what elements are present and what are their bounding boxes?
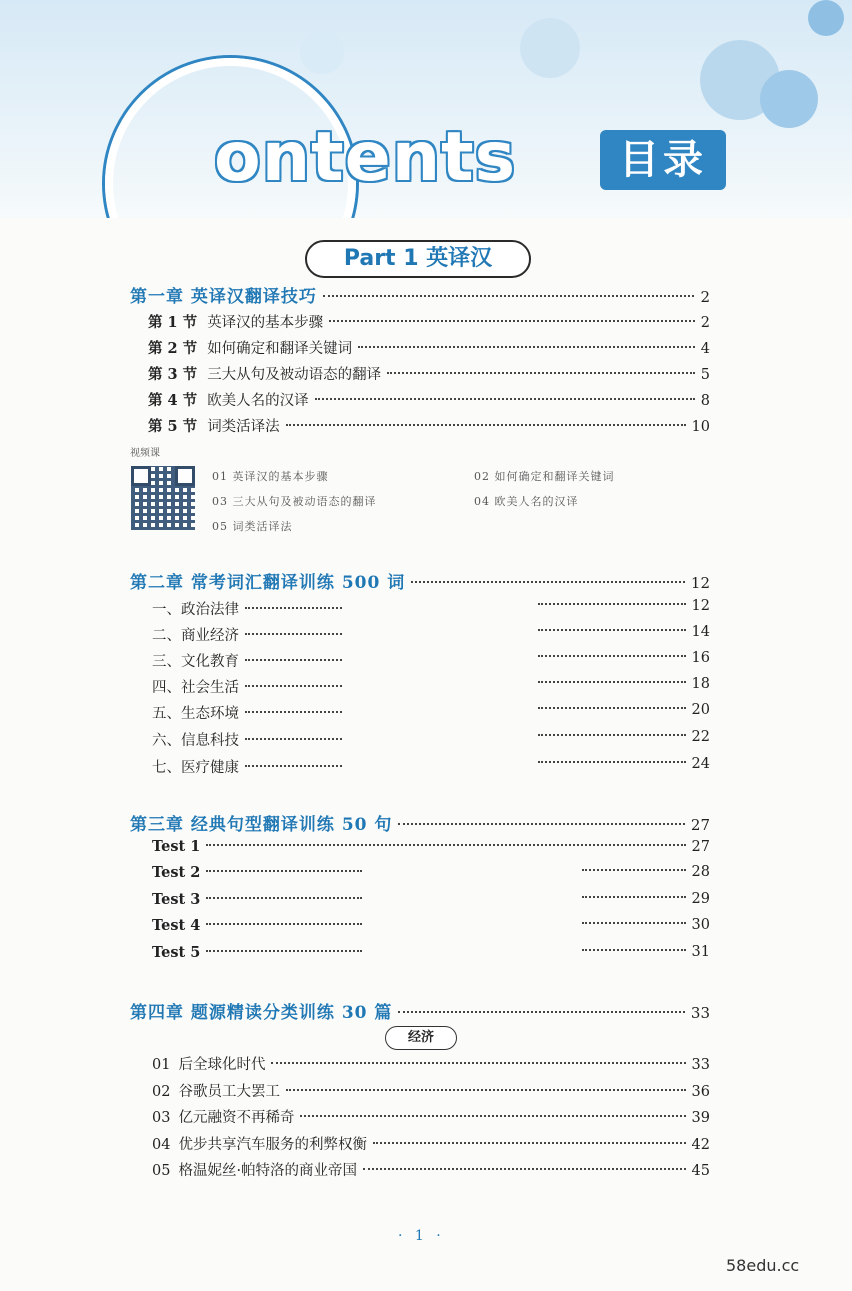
leader-dots (245, 685, 342, 687)
leader-dots (206, 870, 362, 872)
test-row[interactable] (152, 891, 362, 908)
page-footer-number: · 1 · (398, 1228, 445, 1244)
leader-dots (206, 923, 362, 925)
test-title: Test 2 (152, 864, 201, 881)
leader-dots (271, 1062, 685, 1064)
chapter-row[interactable] (130, 568, 710, 593)
page-number: 5 (700, 367, 710, 383)
leader-dots (300, 1115, 685, 1117)
list-item[interactable] (152, 729, 342, 750)
test-title: Test 1 (152, 838, 201, 855)
item-title: 四、社会生活 (152, 680, 239, 696)
test-page[interactable] (582, 864, 710, 880)
contents-title: ontents (214, 118, 517, 197)
article-title: 亿元融资不再稀奇 (178, 1110, 295, 1126)
leader-dots (538, 707, 686, 709)
leader-dots (245, 633, 342, 635)
page-number: 10 (691, 419, 710, 435)
test-page[interactable] (582, 917, 710, 933)
page-number: 30 (691, 917, 710, 933)
chapter-row[interactable] (130, 810, 710, 835)
item-title: 一、政治法律 (152, 602, 239, 618)
list-item-page[interactable] (538, 729, 710, 745)
chapter-title: 第一章 英译汉翻译技巧 (130, 287, 317, 307)
leader-dots (245, 659, 342, 661)
leader-dots (286, 424, 686, 426)
section-title: 词类活译法 (207, 419, 280, 435)
category-tag: 经济 (385, 1026, 457, 1050)
section-row[interactable] (148, 363, 710, 384)
test-page[interactable] (582, 891, 710, 907)
article-number: 03 (152, 1110, 171, 1126)
bubble-decoration (300, 30, 344, 74)
section-number: 第 2 节 (148, 340, 198, 357)
leader-dots (582, 922, 686, 924)
list-item[interactable] (152, 598, 342, 619)
video-item[interactable]: 04 欧美人名的汉译 (474, 495, 579, 508)
video-course-label: 视频课 (130, 448, 160, 459)
chapter-title: 第三章 经典句型翻译训练 50 句 (130, 815, 393, 835)
video-item[interactable]: 01 英译汉的基本步骤 (212, 470, 329, 483)
part-label: Part 1 英译汉 (305, 240, 531, 278)
test-title: Test 3 (152, 891, 201, 908)
article-row[interactable] (152, 1080, 710, 1101)
list-item-page[interactable] (538, 702, 710, 718)
page-number: 27 (690, 816, 710, 834)
list-item-page[interactable] (538, 598, 710, 614)
leader-dots (538, 681, 686, 683)
leader-dots (398, 823, 684, 825)
leader-dots (245, 738, 342, 740)
article-row[interactable] (152, 1053, 710, 1074)
section-row[interactable] (148, 337, 710, 358)
watermark: 58edu.cc (726, 1256, 800, 1275)
leader-dots (363, 1168, 685, 1170)
leader-dots (245, 607, 342, 609)
leader-dots (538, 629, 686, 631)
page-number: 16 (691, 650, 710, 666)
leader-dots (538, 655, 686, 657)
test-title: Test 4 (152, 917, 201, 934)
item-title: 五、生态环境 (152, 706, 239, 722)
video-item[interactable]: 03 三大从句及被动语态的翻译 (212, 495, 377, 508)
bubble-decoration (808, 0, 844, 36)
leader-dots (206, 950, 362, 952)
page-number: 8 (700, 393, 710, 409)
page-number: 2 (700, 288, 710, 306)
leader-dots (538, 761, 686, 763)
page-number: 18 (691, 676, 710, 692)
chapter-row[interactable] (130, 282, 710, 307)
item-title: 七、医疗健康 (152, 760, 239, 776)
page-number: 14 (691, 624, 710, 640)
list-item-page[interactable] (538, 624, 710, 640)
article-title: 格温妮丝·帕特洛的商业帝国 (178, 1163, 358, 1179)
list-item[interactable] (152, 702, 342, 723)
article-number: 05 (152, 1163, 171, 1179)
leader-dots (387, 372, 695, 374)
page-number: 39 (691, 1110, 710, 1126)
list-item[interactable] (152, 756, 342, 777)
article-title: 优步共享汽车服务的利弊权衡 (178, 1137, 367, 1153)
leader-dots (411, 581, 685, 583)
list-item-page[interactable] (538, 676, 710, 692)
list-item[interactable] (152, 650, 342, 671)
page-number: 28 (691, 864, 710, 880)
list-item[interactable] (152, 676, 342, 697)
video-item[interactable]: 05 词类活译法 (212, 520, 293, 533)
list-item-page[interactable] (538, 650, 710, 666)
leader-dots (582, 949, 686, 951)
page-number: 45 (691, 1163, 710, 1179)
item-title: 六、信息科技 (152, 733, 239, 749)
test-title: Test 5 (152, 944, 201, 961)
article-row[interactable] (152, 1133, 710, 1154)
section-row[interactable] (148, 389, 710, 410)
contents-header (0, 0, 852, 218)
section-title: 英译汉的基本步骤 (207, 315, 324, 331)
leader-dots (398, 1011, 684, 1013)
section-title: 三大从句及被动语态的翻译 (207, 367, 382, 383)
bubble-decoration (520, 18, 580, 78)
leader-dots (206, 897, 362, 899)
list-item[interactable] (152, 624, 342, 645)
article-number: 04 (152, 1137, 171, 1153)
page-number: 12 (691, 598, 710, 614)
chapter-title: 第二章 常考词汇翻译训练 500 词 (130, 573, 406, 593)
article-row[interactable] (152, 1159, 710, 1180)
page-number: 2 (700, 315, 710, 331)
leader-dots (206, 844, 685, 846)
article-number: 02 (152, 1084, 171, 1100)
leader-dots (582, 869, 686, 871)
section-number: 第 5 节 (148, 418, 198, 435)
page-number: 24 (691, 756, 710, 772)
leader-dots (329, 320, 695, 322)
test-row[interactable] (152, 864, 362, 881)
item-title: 三、文化教育 (152, 654, 239, 670)
leader-dots (373, 1142, 686, 1144)
video-item[interactable]: 02 如何确定和翻译关键词 (474, 470, 615, 483)
qr-code-icon[interactable] (131, 466, 195, 530)
bubble-decoration (760, 70, 818, 128)
article-row[interactable] (152, 1106, 710, 1127)
page-number: 27 (691, 839, 710, 855)
leader-dots (582, 896, 686, 898)
page-number: 29 (691, 891, 710, 907)
page-number: 33 (691, 1057, 710, 1073)
test-row[interactable] (152, 944, 362, 961)
chapter-title: 第四章 题源精读分类训练 30 篇 (130, 1003, 393, 1023)
page-number: 33 (690, 1004, 710, 1022)
section-number: 第 1 节 (148, 314, 198, 331)
leader-dots (286, 1089, 686, 1091)
leader-dots (245, 711, 342, 713)
page-number: 12 (690, 574, 710, 592)
list-item-page[interactable] (538, 756, 710, 772)
chapter-row[interactable] (130, 998, 710, 1023)
page-number: 20 (691, 702, 710, 718)
leader-dots (323, 295, 695, 297)
test-page[interactable] (582, 944, 710, 960)
mulu-label: 目录 (600, 130, 726, 190)
test-row[interactable] (152, 917, 362, 934)
page-number: 22 (691, 729, 710, 745)
section-row[interactable] (148, 415, 710, 436)
leader-dots (538, 603, 686, 605)
section-row[interactable] (148, 311, 710, 332)
article-number: 01 (152, 1057, 171, 1073)
page-number: 4 (700, 341, 710, 357)
article-title: 谷歌员工大罢工 (178, 1084, 280, 1100)
leader-dots (358, 346, 695, 348)
item-title: 二、商业经济 (152, 628, 239, 644)
page-number: 36 (691, 1084, 710, 1100)
leader-dots (538, 734, 686, 736)
test-row[interactable] (152, 838, 710, 855)
leader-dots (245, 765, 342, 767)
leader-dots (315, 398, 695, 400)
section-title: 如何确定和翻译关键词 (207, 341, 353, 357)
article-title: 后全球化时代 (178, 1057, 266, 1073)
section-number: 第 4 节 (148, 392, 198, 409)
section-number: 第 3 节 (148, 366, 198, 383)
page-number: 42 (691, 1137, 710, 1153)
section-title: 欧美人名的汉译 (207, 393, 309, 409)
page-number: 31 (691, 944, 710, 960)
